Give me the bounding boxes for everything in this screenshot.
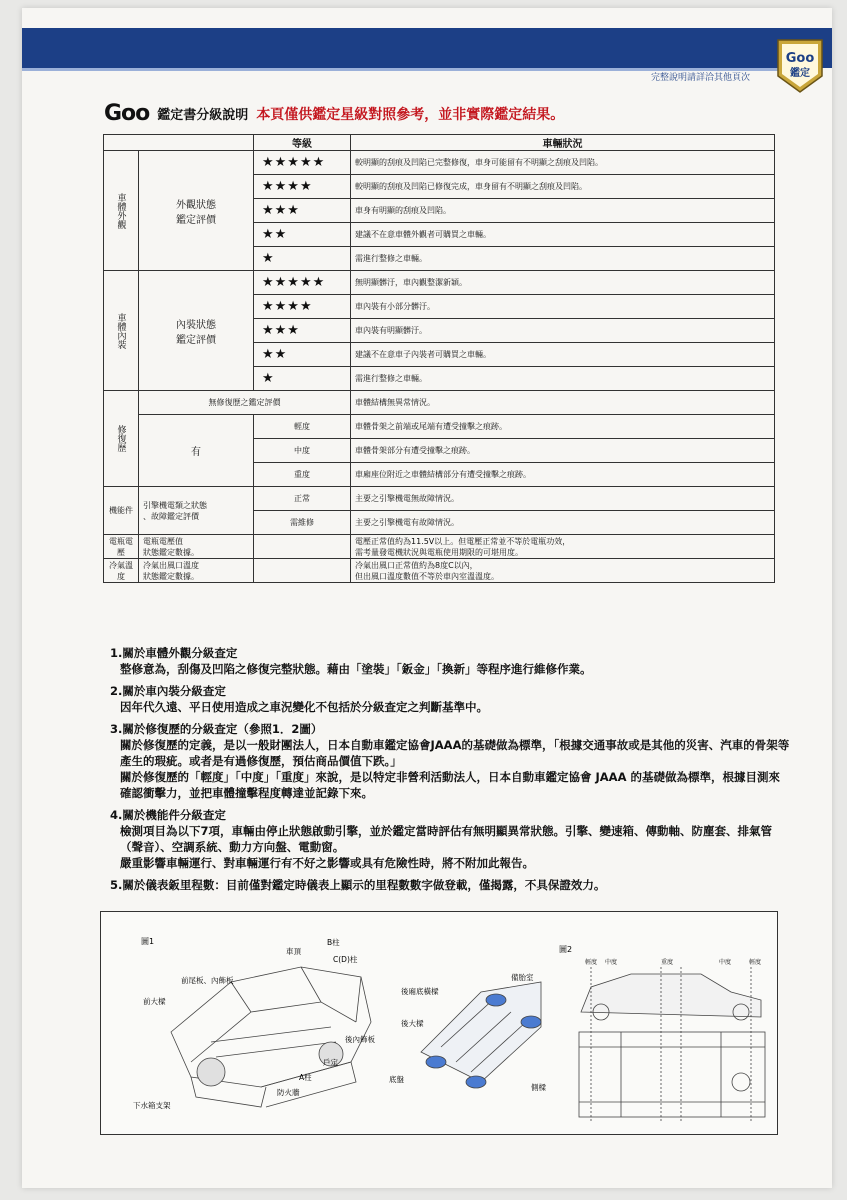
battery-category: 電瓶電壓 bbox=[104, 535, 139, 559]
interior-desc-1: 需進行整修之車輛。 bbox=[351, 367, 775, 391]
interior-desc-3: 車內裝有明顯髒汙。 bbox=[351, 319, 775, 343]
grade-table bbox=[103, 134, 775, 583]
repair-desc-light: 車體骨架之前端或尾端有遭受撞擊之痕跡。 bbox=[351, 415, 775, 439]
ac-category: 冷氣溫度 bbox=[104, 559, 139, 583]
exterior-stars-5: ★★★★★ bbox=[254, 151, 351, 175]
goo-badge-logo bbox=[774, 36, 826, 96]
note-4-body: 檢測項目為以下7項，車輛由停止狀態啟動引擎，並於鑑定當時評估有無明顯異常狀態。引擎、變速箱、傳動軸、防塵套、排氣管（聲音）、空調系統、動力方向盤、電動窗。 嚴重影響車輛運行、對車輛運行有不好之影響或具有危險性時，將不附加此報告。 bbox=[120, 824, 772, 870]
note-4 bbox=[110, 807, 790, 871]
interior-desc-5: 無明顯髒汙，車內觀整潔新穎。 bbox=[351, 271, 775, 295]
top-note: 完整說明請詳洽其他頁次 bbox=[650, 73, 750, 83]
page-headline bbox=[104, 101, 564, 126]
interior-sub: 內裝狀態 鑑定評價 bbox=[139, 271, 254, 391]
goo-logo: Goo bbox=[104, 101, 150, 126]
label-c-pillar: C(D)柱 bbox=[333, 955, 358, 964]
label-roof: 車頂 bbox=[286, 947, 301, 956]
exterior-category: 車體外觀 bbox=[104, 151, 139, 271]
header-status: 車輛狀況 bbox=[351, 135, 775, 151]
exterior-stars-2: ★★ bbox=[254, 223, 351, 247]
label-spare-tire-well: 備胎室 bbox=[511, 973, 534, 982]
repair-level-heavy: 重度 bbox=[254, 463, 351, 487]
fig2-level-2: 中度 bbox=[605, 959, 618, 966]
note-3-body: 關於修復歷的定義，是以一般財團法人，日本自動車鑑定協會JAAA的基礎做為標準，「根據交通事故或是其他的災害、汽車的骨架等產生的瑕疵。或者是有過修復歷，預估商品價值下跌。」 關於修復歷的「輕度」「中度」「重度」來說，是以特定非營利活動法人，日本自動車鑑定協會 JAAA 的基礎做為標準，根據目測來確認衝擊力，並把車體撞擊程度轉達並記錄下來。 bbox=[120, 738, 790, 800]
note-2-title: 2.關於車內裝分級查定 bbox=[110, 684, 226, 698]
fig2-level-4: 中度 bbox=[719, 959, 732, 966]
frame-plan-illustration bbox=[579, 967, 765, 1122]
battery-grade-empty bbox=[254, 535, 351, 559]
exterior-desc-5: 較明顯的刮痕及凹陷已完整修復，車身可能留有不明顯之刮痕及凹陷。 bbox=[351, 151, 775, 175]
exterior-stars-4: ★★★★ bbox=[254, 175, 351, 199]
battery-desc: 電壓正常值約為11.5V以上。但電壓正常並不等於電瓶功效， 需考量發電機狀況與電瓶使用期限的可堪用度。 bbox=[351, 535, 775, 559]
label-rear-panel: 後內飾板 bbox=[345, 1035, 375, 1044]
note-1 bbox=[110, 645, 790, 677]
interior-category: 車體內裝 bbox=[104, 271, 139, 391]
mechanical-desc-repair: 主要之引擎機電有故障情況。 bbox=[351, 511, 775, 535]
exterior-desc-4: 較明顯的刮痕及凹陷已修復完成，車身留有不明顯之刮痕及凹陷。 bbox=[351, 175, 775, 199]
car-frame-diagram bbox=[101, 912, 777, 1134]
note-1-body: 整修意為，刮傷及凹陷之修復完整狀態。藉由「塗裝」「鈑金」「換新」等程序進行維修作業。 bbox=[120, 662, 592, 676]
exterior-stars-3: ★★★ bbox=[254, 199, 351, 223]
interior-desc-2: 建議不在意車子內裝者可購買之車輛。 bbox=[351, 343, 775, 367]
interior-stars-2: ★★ bbox=[254, 343, 351, 367]
fig2-label: 圖2 bbox=[559, 945, 573, 954]
ac-desc: 冷氣出風口正常值約為8度C以內， 但出風口溫度數值不等於車內室溫溫度。 bbox=[351, 559, 775, 583]
exterior-desc-2: 建議不在意車體外觀者可購買之車輛。 bbox=[351, 223, 775, 247]
warning-text: 本頁僅供鑑定星級對照參考，並非實際鑑定結果。 bbox=[256, 106, 565, 123]
badge-brand-text: Goo bbox=[785, 51, 815, 66]
note-3-title: 3.關於修復歷的分級查定（參照1．2圖） bbox=[110, 722, 323, 736]
repair-level-light: 輕度 bbox=[254, 415, 351, 439]
exterior-desc-3: 車身有明顯的刮痕及凹陷。 bbox=[351, 199, 775, 223]
fig2-level-5: 輕度 bbox=[749, 959, 762, 966]
interior-desc-4: 車內裝有小部分髒汙。 bbox=[351, 295, 775, 319]
mechanical-level-repair: 需維修 bbox=[254, 511, 351, 535]
page-title: 鑑定書分級說明 bbox=[157, 108, 249, 123]
chassis-illustration bbox=[421, 982, 541, 1088]
header-grade: 等級 bbox=[254, 135, 351, 151]
interior-stars-3: ★★★ bbox=[254, 319, 351, 343]
label-front-panel: 前尾板、內飾板 bbox=[181, 976, 234, 985]
header-banner bbox=[22, 28, 832, 68]
label-b-pillar: B柱 bbox=[327, 938, 340, 947]
label-floor: 底盤 bbox=[389, 1075, 404, 1084]
mechanical-sub: 引擎機電類之狀態 、故障鑑定評價 bbox=[139, 487, 254, 535]
mechanical-desc-normal: 主要之引擎機電無故障情況。 bbox=[351, 487, 775, 511]
note-5 bbox=[110, 877, 790, 893]
repair-level-mid: 中度 bbox=[254, 439, 351, 463]
ac-sub: 冷氣出風口溫度 狀態鑑定數據。 bbox=[139, 559, 254, 583]
label-side-rail: 側樑 bbox=[531, 1083, 546, 1092]
mechanical-level-normal: 正常 bbox=[254, 487, 351, 511]
fig2-level-3: 重度 bbox=[661, 959, 674, 966]
note-1-title: 1.關於車體外觀分級查定 bbox=[110, 646, 238, 660]
interior-stars-1: ★ bbox=[254, 367, 351, 391]
battery-sub: 電瓶電壓值 狀態鑑定數據。 bbox=[139, 535, 254, 559]
note-3 bbox=[110, 721, 790, 801]
label-front-rail: 前大樑 bbox=[143, 997, 166, 1006]
label-rear-cross-member: 後廂底橫樑 bbox=[401, 987, 439, 996]
document-page bbox=[22, 8, 832, 1188]
repair-none-desc: 車體結構無異常情況。 bbox=[351, 391, 775, 415]
label-rear-rail: 後大樑 bbox=[401, 1019, 424, 1028]
repair-category: 修復歷 bbox=[104, 391, 139, 487]
repair-desc-heavy: 車廂座位附近之車體結構部分有遭受撞擊之痕跡。 bbox=[351, 463, 775, 487]
interior-stars-4: ★★★★ bbox=[254, 295, 351, 319]
label-sill: 戶定 bbox=[323, 1058, 338, 1067]
fig1-label: 圖1 bbox=[141, 937, 155, 946]
car-body-illustration bbox=[171, 967, 371, 1107]
exterior-desc-1: 需進行整修之車輛。 bbox=[351, 247, 775, 271]
label-a-pillar: A柱 bbox=[299, 1073, 312, 1082]
exterior-sub: 外觀狀態 鑑定評價 bbox=[139, 151, 254, 271]
notes-section bbox=[110, 645, 790, 899]
note-2 bbox=[110, 683, 790, 715]
ac-grade-empty bbox=[254, 559, 351, 583]
exterior-stars-1: ★ bbox=[254, 247, 351, 271]
note-4-title: 4.關於機能件分級查定 bbox=[110, 808, 226, 822]
repair-desc-mid: 車體骨架部分有遭受撞擊之痕跡。 bbox=[351, 439, 775, 463]
fig2-level-1: 輕度 bbox=[585, 959, 598, 966]
badge-caption-text: 鑑定 bbox=[790, 68, 810, 79]
mechanical-category: 機能件 bbox=[104, 487, 139, 535]
repair-has-label: 有 bbox=[139, 415, 254, 487]
note-5-title: 5.關於儀表鈑里程數：目前僅對鑑定時儀表上顯示的里程數數字做登載，僅揭露，不具保證效力。 bbox=[110, 878, 606, 892]
label-firewall: 防火牆 bbox=[277, 1088, 300, 1097]
header-empty bbox=[104, 135, 254, 151]
repair-none-label: 無修復歷之鑑定評價 bbox=[139, 391, 351, 415]
diagram-frame bbox=[100, 911, 778, 1135]
note-2-body: 因年代久遠、平日使用造成之車況變化不包括於分級查定之判斷基準中。 bbox=[120, 700, 488, 714]
interior-stars-5: ★★★★★ bbox=[254, 271, 351, 295]
label-radiator-support: 下水箱支架 bbox=[133, 1101, 171, 1110]
